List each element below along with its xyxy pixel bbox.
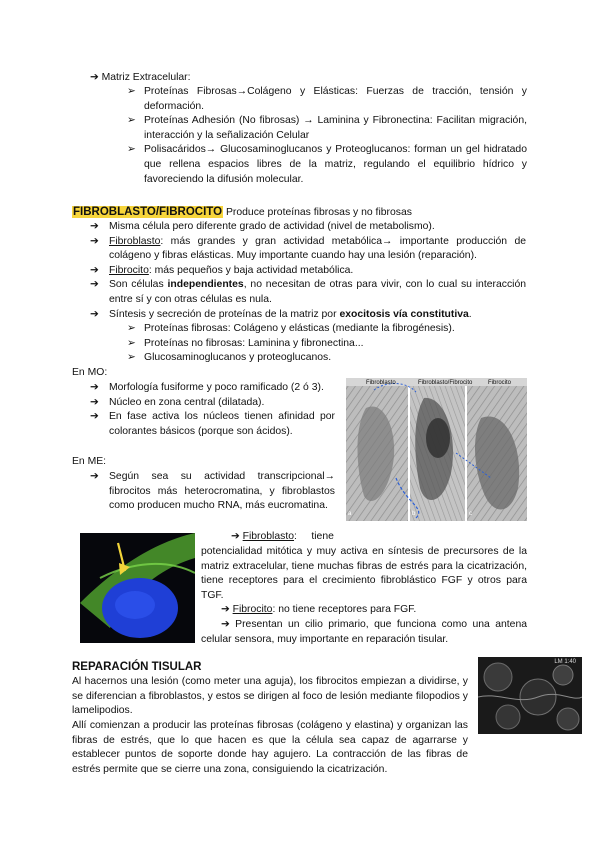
me-list — [90, 470, 335, 514]
me-label: En ME: — [72, 456, 107, 467]
fluorescence-image — [80, 533, 195, 643]
fibroblasto-term: Fibroblasto — [242, 531, 295, 542]
list-item: ➔ Misma célula pero diferente grado de actividad (nivel de metabolismo). — [90, 220, 526, 235]
sub-arrow-icon: ➢ — [127, 144, 136, 156]
list-item: ➔ Fibrocito: más pequeños y baja actividad metabólica. — [90, 264, 526, 279]
fibro-title: FIBROBLASTO/FIBROCITO — [73, 206, 223, 218]
em-panel-mark: a — [348, 511, 352, 517]
matrix-item: ➢ Polisacáridos→ Glucosaminoglucanos y Proteoglucanos: forman un gel hidratado que rellena espacios libres de la matriz, regulando el equilibrio hídrico y favoreciendo la difusión molecular. — [127, 144, 527, 185]
em-micrograph-image — [346, 378, 527, 521]
repair-paragraph-2: Allí comienzan a producir las proteínas fibrosas (colágeno y elastina) y organizan las fibras de estrés, que lo que hacen es que la célula sea capaz de agarrarse y establecer puntos de soporte donde hay agujero. La contracción de las fibras de estrés permite que se cierre una zona, consiguiendo la cicatrización. — [72, 720, 468, 775]
sub-arrow-icon: ➢ — [127, 115, 136, 127]
matrix-heading: Matriz Extracelular: — [101, 72, 191, 83]
list-item: ➔ Síntesis y secreción de proteínas de la matriz por exocitosis vía constitutiva. — [90, 308, 526, 323]
mo-label: En MO: — [72, 367, 108, 378]
em-label-fibroblasto: Fibroblasto — [366, 380, 396, 386]
fibro-list — [90, 220, 526, 366]
cilio-text: ➔ Presentan un cilio primario, que funciona como una antena celular sensora, muy importante en reparación tisular. — [201, 619, 527, 645]
sub-arrow-icon: ➢ — [127, 86, 136, 97]
em-label-fibroblasto-fibrocito: Fibroblasto/Fibrocito — [418, 380, 473, 386]
matrix-item: ➢ Proteínas Adhesión (No fibrosas) → Laminina y Fibronectina: Facilitan migración, interacción y la señalización Celular — [127, 115, 527, 141]
sub-item: ➢ Proteínas fibrosas: Colágeno y elásticas (mediante la fibrogénesis). — [127, 322, 526, 337]
arrow-icon: ➔ — [90, 411, 99, 423]
list-item: ➔ Son células independientes, no necesitan de otras para vivir, con lo cual su interacción entre sí y con otras células es nula. — [90, 279, 527, 305]
arrow-icon: ➔ — [221, 619, 230, 630]
repair-paragraph-1: Al hacernos una lesión (como meter una aguja), los fibrocitos empiezan a dividirse, y se diferencian a fibroblastos, y estos se dirigen al foco de lesión mediante filopodios y lamelipodios. — [72, 676, 468, 717]
arrow-icon: ➔ — [231, 531, 240, 542]
arrow-icon: ➔ — [221, 604, 230, 615]
fibrocito-term: Fibrocito — [109, 264, 149, 276]
repair-title: REPARACIÓN TISULAR — [72, 661, 202, 673]
arrow-icon: ➔ — [90, 279, 99, 291]
list-item: ➔ Núcleo en zona central (dilatada). — [90, 396, 335, 411]
arrow-icon: ➔ — [90, 308, 99, 320]
sub-arrow-icon: ➢ — [127, 337, 136, 349]
em-panel-mark: b — [412, 511, 416, 517]
list-item: ➔ En fase activa los núcleos tienen afinidad por colorantes básicos (porque son ácidos). — [90, 411, 335, 437]
list-item: ➔ Morfología fusiforme y poco ramificado (2 ó 3). — [90, 381, 335, 396]
em-micrograph-figure — [346, 378, 527, 521]
repair-image-label: LM 1:40 — [554, 659, 576, 665]
fibrocito-me-line: ➔ Fibrocito: no tiene receptores para FGF. — [221, 604, 417, 615]
fibro-sublist — [90, 322, 526, 366]
fibrocito-term: Fibrocito — [232, 604, 273, 615]
fibroblasto-me-text: potencialidad mitótica y muy activa en síntesis de precursores de la matriz extracelular, tiene muchas fibras de estrés para la cicatrización, tiene receptores para el crecimiento fibroblástico FGF y otros para TGF. — [201, 546, 527, 601]
sub-arrow-icon: ➢ — [127, 352, 136, 364]
fibro-heading — [72, 205, 412, 221]
fibroblasto-me-line: ➔ Fibroblasto: tiene — [231, 531, 334, 542]
arrow-icon: ➔ — [90, 396, 99, 408]
arrow-icon: ➔ — [90, 72, 99, 83]
list-item: ➔ Fibroblasto: más grandes y gran actividad metabólica→ importante producción de colágeno y fibras elásticas. Muy importante cuando hay una lesión (reparación). — [90, 235, 526, 262]
matrix-list — [127, 85, 527, 187]
fluorescence-cell-image — [80, 533, 195, 643]
matrix-heading-line — [90, 71, 191, 86]
sub-item: ➢ Glucosaminoglucanos y proteoglucanos. — [127, 351, 526, 366]
sub-item: ➢ Proteínas no fibrosas: Laminina y fibronectina... — [127, 337, 526, 352]
mo-list — [90, 381, 335, 439]
repair-micrograph-image — [478, 657, 582, 734]
em-label-fibrocito: Fibrocito — [488, 380, 512, 386]
em-panel-mark: c — [469, 511, 472, 517]
arrow-icon: ➔ — [90, 221, 99, 232]
arrow-icon: ➔ — [90, 471, 99, 482]
fibroblasto-term: Fibroblasto — [109, 235, 161, 247]
arrow-icon: ➔ — [90, 235, 99, 247]
fibro-subtitle: Produce proteínas fibrosas y no fibrosas — [225, 207, 412, 218]
sub-arrow-icon: ➢ — [127, 323, 136, 335]
list-item: ➔ Según sea su actividad transcripcional→ fibrocitos más heterocromatina, y fibroblastos como producen mucho RNA, más eucromatina. — [90, 471, 335, 512]
matrix-item: ➢ Proteínas Fibrosas→Colágeno y Elásticas: Fuerzas de tracción, tensión y deformación. — [127, 86, 527, 112]
arrow-icon: ➔ — [90, 264, 99, 276]
arrow-icon: ➔ — [90, 382, 99, 393]
repair-micrograph — [478, 657, 582, 734]
